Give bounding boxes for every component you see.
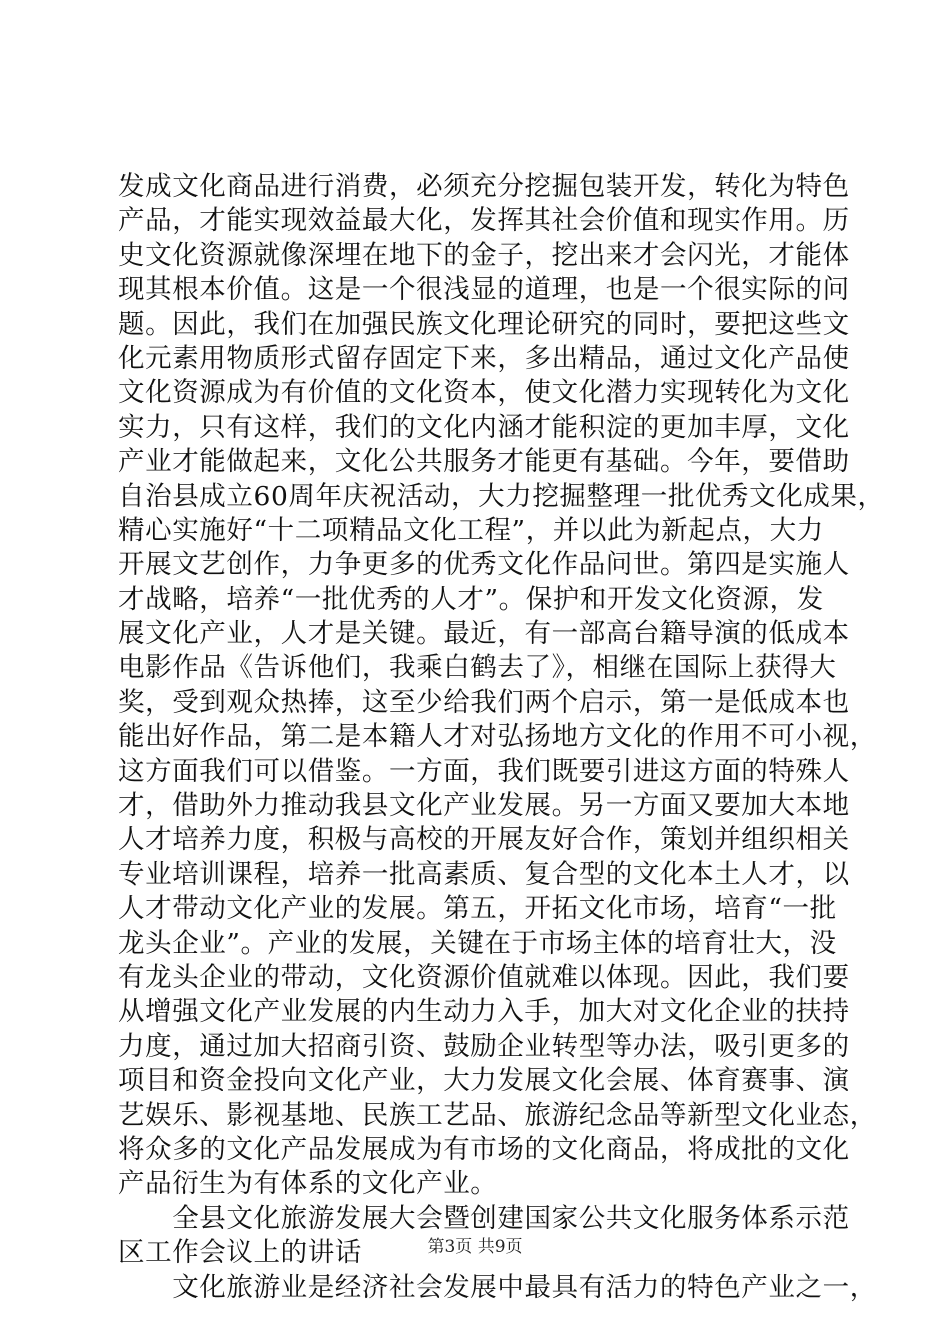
text-line: 展文化产业，人才是关键。最近，有一部高台籍导演的低成本 [118,618,850,650]
text-line: 这方面我们可以借鉴。一方面，我们既要引进这方面的特殊人 [118,755,850,787]
text-line: 从增强文化产业发展的内生动力入手，加大对文化企业的扶持 [118,996,850,1028]
text-line: 有龙头企业的带动，文化资源价值就难以体现。因此，我们要 [118,961,850,993]
text-line: 精心实施好“十二项精品文化工程”，并以此为新起点，大力 [118,514,824,546]
text-line: 产业才能做起来，文化公共服务才能更有基础。今年，要借助 [118,446,850,478]
text-line: 将众多的文化产品发展成为有市场的文化商品，将成批的文化 [118,1133,850,1165]
text-line: 史文化资源就像深埋在地下的金子，挖出来才会闪光，才能体 [118,239,850,271]
body-text [118,170,885,1305]
text-line: 人才培养力度，积极与高校的开展友好合作，策划并组织相关 [118,824,850,856]
text-line: 龙头企业”。产业的发展，关键在于市场主体的培育壮大，没 [118,927,837,959]
section-title-line: 全县文化旅游发展大会暨创建国家公共文化服务体系示范 [118,1202,850,1234]
text-line: 文化旅游业是经济社会发展中最具有活力的特色产业之一， [118,1271,877,1303]
text-line: 现其根本价值。这是一个很浅显的道理，也是一个很实际的问 [118,274,850,306]
text-line: 实力，只有这样，我们的文化内涵才能积淀的更加丰厚，文化 [118,411,850,443]
text-line: 自治县成立60周年庆祝活动，大力挖掘整理一批优秀文化成果， [118,480,885,512]
text-line: 产品衍生为有体系的文化产业。 [118,1168,498,1200]
text-line: 才，借助外力推动我县文化产业发展。另一方面又要加大本地 [118,790,850,822]
text-line: 力度，通过加大招商引资、鼓励企业转型等办法，吸引更多的 [118,1030,850,1062]
text-line: 题。因此，我们在加强民族文化理论研究的同时，要把这些文 [118,308,850,340]
text-line: 电影作品《告诉他们，我乘白鹤去了》，相继在国际上获得大 [118,652,837,684]
page-number-footer: 第3页 共9页 [427,1237,523,1257]
text-line: 文化资源成为有价值的文化资本，使文化潜力实现转化为文化 [118,377,850,409]
text-line: 能出好作品，第二是本籍人才对弘扬地方文化的作用不可小视， [118,721,877,753]
text-line: 人才带动文化产业的发展。第五，开拓文化市场，培育“一批 [118,893,837,925]
text-line: 艺娱乐、影视基地、民族工艺品、旅游纪念品等新型文化业态， [118,1099,877,1131]
text-line: 化元素用物质形式留存固定下来，多出精品，通过文化产品使 [118,342,850,374]
text-line: 奖，受到观众热捧，这至少给我们两个启示，第一是低成本也 [118,686,850,718]
section-title-line: 区工作会议上的讲话 [118,1237,362,1269]
text-line: 发成文化商品进行消费，必须充分挖掘包装开发，转化为特色 [118,171,850,202]
text-line: 项目和资金投向文化产业，大力发展文化会展、体育赛事、演 [118,1065,850,1097]
text-line: 专业培训课程，培养一批高素质、复合型的文化本土人才，以 [118,858,850,890]
text-line: 产品，才能实现效益最大化，发挥其社会价值和现实作用。历 [118,205,850,237]
text-line: 才战略，培养“一批优秀的人才”。保护和开发文化资源，发 [118,583,824,615]
text-line: 开展文艺创作，力争更多的优秀文化作品问世。第四是实施人 [118,549,850,581]
